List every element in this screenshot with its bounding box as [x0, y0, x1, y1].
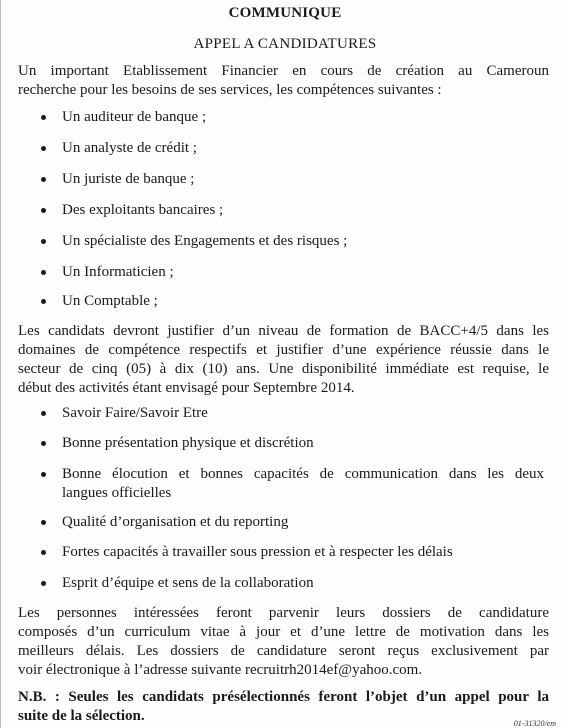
- bullet-icon: [41, 270, 46, 275]
- quality-line: Qualité d’organisation et du reporting: [62, 514, 289, 530]
- quality-text: [62, 404, 544, 423]
- position-text: Un Informaticien ;: [62, 264, 174, 280]
- quality-text: [62, 513, 544, 532]
- bullet-icon: [41, 550, 46, 555]
- bullet-icon: [41, 115, 46, 120]
- position-text: Un juriste de banque ;: [62, 171, 195, 187]
- position-text: Un auditeur de banque ;: [62, 109, 207, 125]
- quality-line: Bonne élocution et bonnes capacités de communication dans les deux: [62, 466, 544, 482]
- bullet-icon: [41, 299, 46, 304]
- requirements-line: domaines de compétence respectifs et justifier d’une expérience réussie dans le: [18, 342, 549, 358]
- bullet-icon: [41, 472, 46, 477]
- page-subtitle: APPEL A CANDIDATURES: [193, 36, 377, 52]
- application-line: Les personnes intéressées feront parvenir leurs dossiers de candidature: [18, 605, 549, 621]
- page-title: COMMUNIQUE: [228, 5, 342, 21]
- quality-text: [62, 543, 544, 562]
- bullet-icon: [41, 411, 46, 416]
- requirements-line: Les candidats devront justifier d’un niveau de formation de BACC+4/5 dans les: [18, 323, 549, 339]
- reference-code: 01-31320/em: [513, 719, 556, 728]
- bullet-icon: [41, 208, 46, 213]
- quality-line: Esprit d’équipe et sens de la collaboration: [62, 575, 314, 591]
- position-text: Des exploitants bancaires ;: [62, 202, 224, 218]
- note-line: N.B. : Seules les candidats présélectionnés feront l’objet d’un appel pour la: [18, 689, 549, 705]
- quality-text: [62, 434, 544, 453]
- requirements-line: début des activités étant envisagé pour Septembre 2014.: [18, 380, 355, 396]
- quality-line: Savoir Faire/Savoir Etre: [62, 405, 208, 421]
- requirements-paragraph: [18, 322, 549, 398]
- selection-note: [18, 688, 549, 726]
- intro-line: Un important Etablissement Financier en cours de création au Cameroun: [18, 63, 549, 79]
- application-line: meilleurs délais. Les dossiers de candidature seront reçus exclusivement par: [18, 643, 549, 659]
- position-text: Un Comptable ;: [62, 293, 158, 309]
- bullet-icon: [41, 520, 46, 525]
- application-line: voir électronique à l’adresse suivante recruitrh2014ef@yahoo.com.: [18, 662, 423, 678]
- position-text: Un analyste de crédit ;: [62, 140, 197, 156]
- application-paragraph: [18, 604, 549, 680]
- bullet-icon: [41, 146, 46, 151]
- quality-line: langues officielles: [62, 485, 172, 501]
- note-line: suite de la sélection.: [18, 708, 145, 724]
- application-line: composés d’un curriculum vitae à jour et d’une lettre de motivation dans les: [18, 624, 549, 640]
- quality-text: [62, 574, 544, 593]
- bullet-icon: [41, 177, 46, 182]
- requirements-line: secteur de cinq (05) à dix (10) ans. Une disponibilité immédiate est requise, le: [18, 361, 549, 377]
- quality-line: Bonne présentation physique et discrétion: [62, 435, 314, 451]
- bullet-icon: [41, 239, 46, 244]
- bullet-icon: [41, 581, 46, 586]
- quality-line: Fortes capacités à travailler sous pression et à respecter les délais: [62, 544, 453, 560]
- bullet-icon: [41, 441, 46, 446]
- intro-paragraph: [18, 62, 549, 100]
- intro-line: recherche pour les besoins de ses services, les compétences suivantes :: [18, 82, 442, 98]
- quality-text: [62, 465, 544, 503]
- position-text: Un spécialiste des Engagements et des risques ;: [62, 233, 348, 249]
